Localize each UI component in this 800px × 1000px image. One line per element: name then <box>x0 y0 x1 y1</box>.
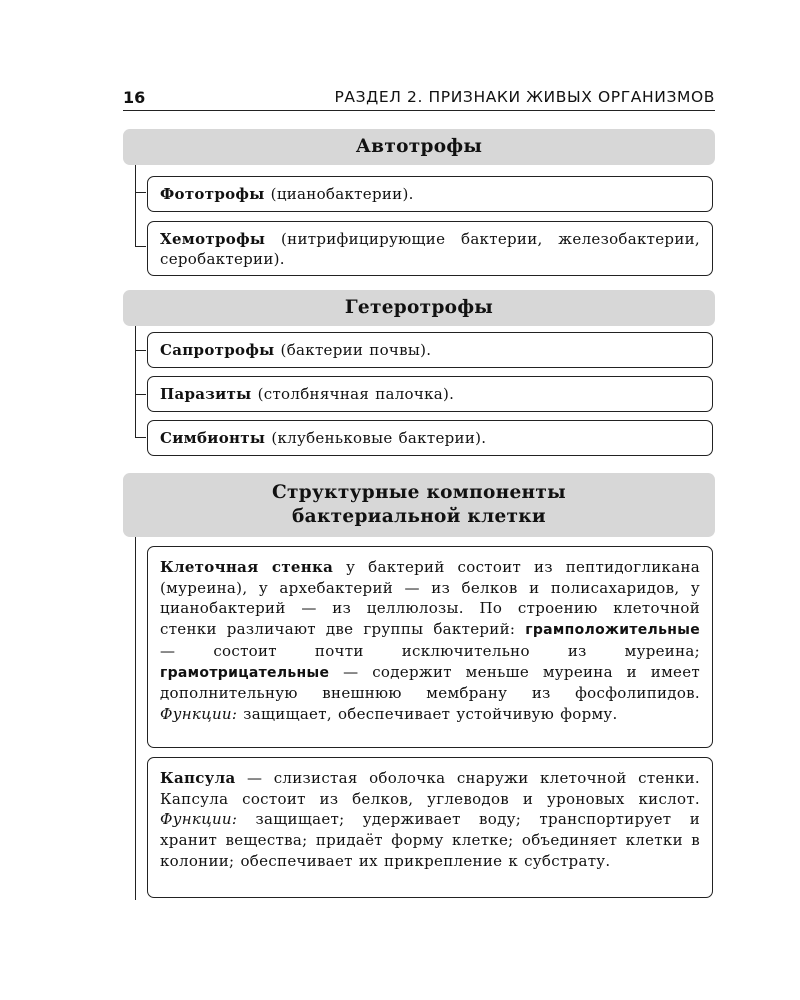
term: Клеточная стенка <box>160 558 334 576</box>
heterotrophs-connector <box>135 326 136 438</box>
autotrophs-connector <box>135 165 136 247</box>
functions-label: Функции: <box>160 704 238 723</box>
connector-tick <box>135 437 146 438</box>
page-number: 16 <box>123 88 146 107</box>
autotrophs-heading: Автотрофы <box>123 129 715 165</box>
parasites-card: Паразиты (столбнячная палочка). <box>147 376 713 412</box>
gram-positive-term: грамположительные <box>525 622 700 639</box>
symbionts-card: Симбионты (клубеньковые бактерии). <box>147 420 713 456</box>
saprotrophs-card: Сапротрофы (бактерии почвы). <box>147 332 713 368</box>
structure-heading: Структурные компоненты бактериальной клетки <box>123 473 715 537</box>
gram-negative-term: грамотрицательные <box>160 664 330 681</box>
functions-label: Функции: <box>160 810 238 829</box>
connector-tick <box>135 350 146 351</box>
term: Паразиты <box>160 385 252 403</box>
term: Фототрофы <box>160 185 265 203</box>
page-header <box>123 88 715 111</box>
term: Сапротрофы <box>160 341 275 359</box>
cell-wall-card: Клеточная стенка у бактерий состоит из пептидогликана (муреина), у архебактерий — из белков и полисахаридов, у цианобактерий — из целлюлозы. По строению клеточной стенки различают две группы бактерий: грамположительные — состоит почти исключительно из муреина; грамотрицательные — содержит меньше муреина и имеет дополнительную внешнюю мембрану из фосфолипидов. Функции: защищает, обеспечивает устойчивую форму. <box>147 546 713 748</box>
term: Хемотрофы <box>160 229 266 248</box>
capsule-card: Капсула — слизистая оболочка снаружи клеточной стенки. Капсула состоит из белков, углеводов и уроновых кислот. Функции: защищает; удерживает воду; транспортирует и хранит вещества; придаёт форму клетке; объединяет клетки в колонии; обеспечивает их прикрепление к субстрату. <box>147 757 713 898</box>
phototrophs-card: Фототрофы (цианобактерии). <box>147 176 713 212</box>
heterotrophs-heading: Гетеротрофы <box>123 290 715 326</box>
chemotrophs-card: Хемотрофы (нитрифицирующие бактерии, железобактерии, серобактерии). <box>147 221 713 276</box>
running-title: РАЗДЕЛ 2. ПРИЗНАКИ ЖИВЫХ ОРГАНИЗМОВ <box>334 88 715 106</box>
connector-tick <box>135 394 146 395</box>
term: Капсула <box>160 769 236 787</box>
connector-tick <box>135 192 146 193</box>
connector-tick <box>135 246 146 247</box>
term: Симбионты <box>160 429 266 447</box>
structure-connector <box>135 537 136 900</box>
